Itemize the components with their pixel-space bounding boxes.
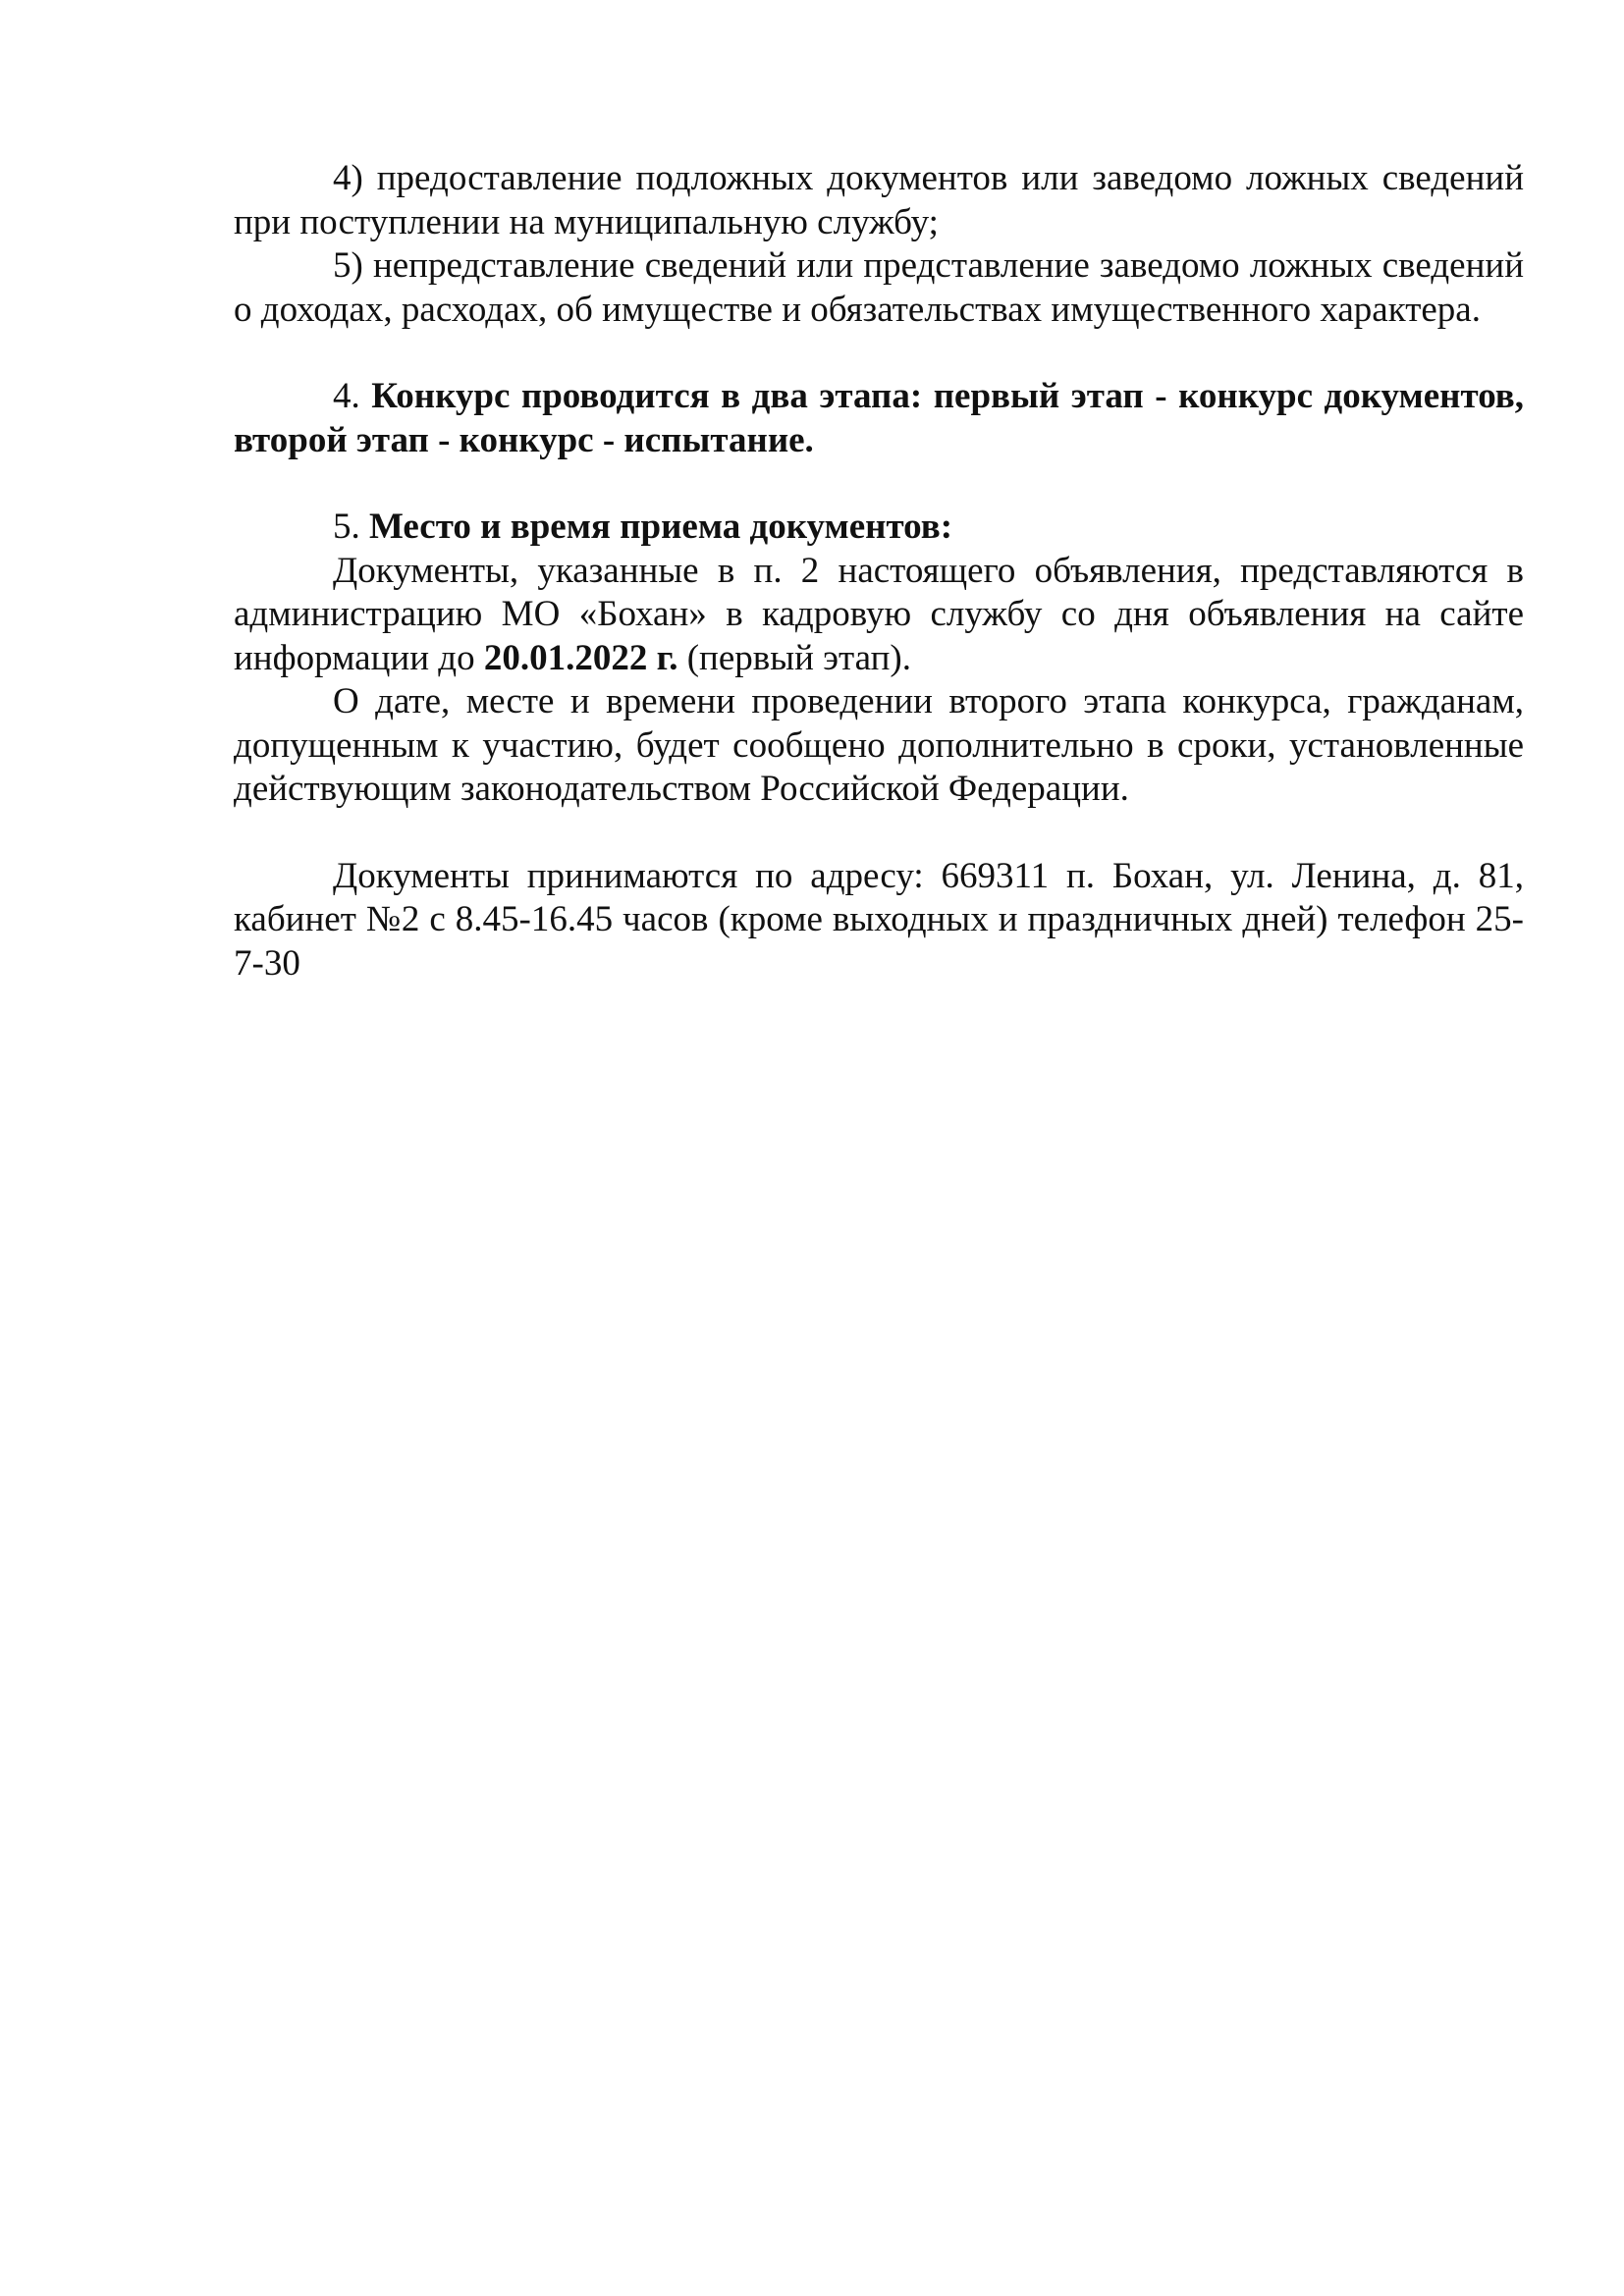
section-5-p1-before: Документы, указанные в п. 2 настоящего объявления, представляются в администрацию МО «Бохан» в кадровую службу со дня объявления на сайте информации до [234, 550, 1524, 678]
deadline-date: 20.01.2022 г. [483, 637, 678, 678]
spacer [234, 462, 1524, 506]
section-5-paragraph-2: О дате, месте и времени проведении второго этапа конкурса, гражданам, допущенным к участию, будет сообщено дополнительно в сроки, установленные действующим законодательством Российской Федерации. [234, 681, 1524, 809]
section-5-heading: Место и время приема документов: [369, 507, 953, 547]
section-4-number: 4. [333, 376, 360, 416]
section-5-heading-line [234, 506, 1524, 550]
section-5-number: 5. [333, 507, 360, 547]
list-item-5: 5) непредставление сведений или представление заведомо ложных сведений о доходах, расходах, об имуществе и обязательствах имущественного характера. [234, 245, 1524, 330]
list-item-4: 4) предоставление подложных документов или заведомо ложных сведений при поступлении на муниципальную службу; [234, 158, 1524, 242]
spacer [234, 812, 1524, 855]
document-body [234, 157, 1524, 986]
section-4-paragraph [234, 375, 1524, 462]
section-4-bold-text: Конкурс проводится в два этапа: первый этап - конкурс документов, второй этап - конкурс - испытание. [234, 376, 1524, 460]
spacer [234, 332, 1524, 375]
address-paragraph: Документы принимаются по адресу: 669311 п. Бохан, ул. Ленина, д. 81, кабинет №2 с 8.45-16.45 часов (кроме выходных и праздничных дней) телефон 25-7-30 [234, 855, 1524, 984]
section-5-p1-after: (первый этап). [686, 637, 911, 678]
section-5-paragraph-1 [234, 550, 1524, 681]
